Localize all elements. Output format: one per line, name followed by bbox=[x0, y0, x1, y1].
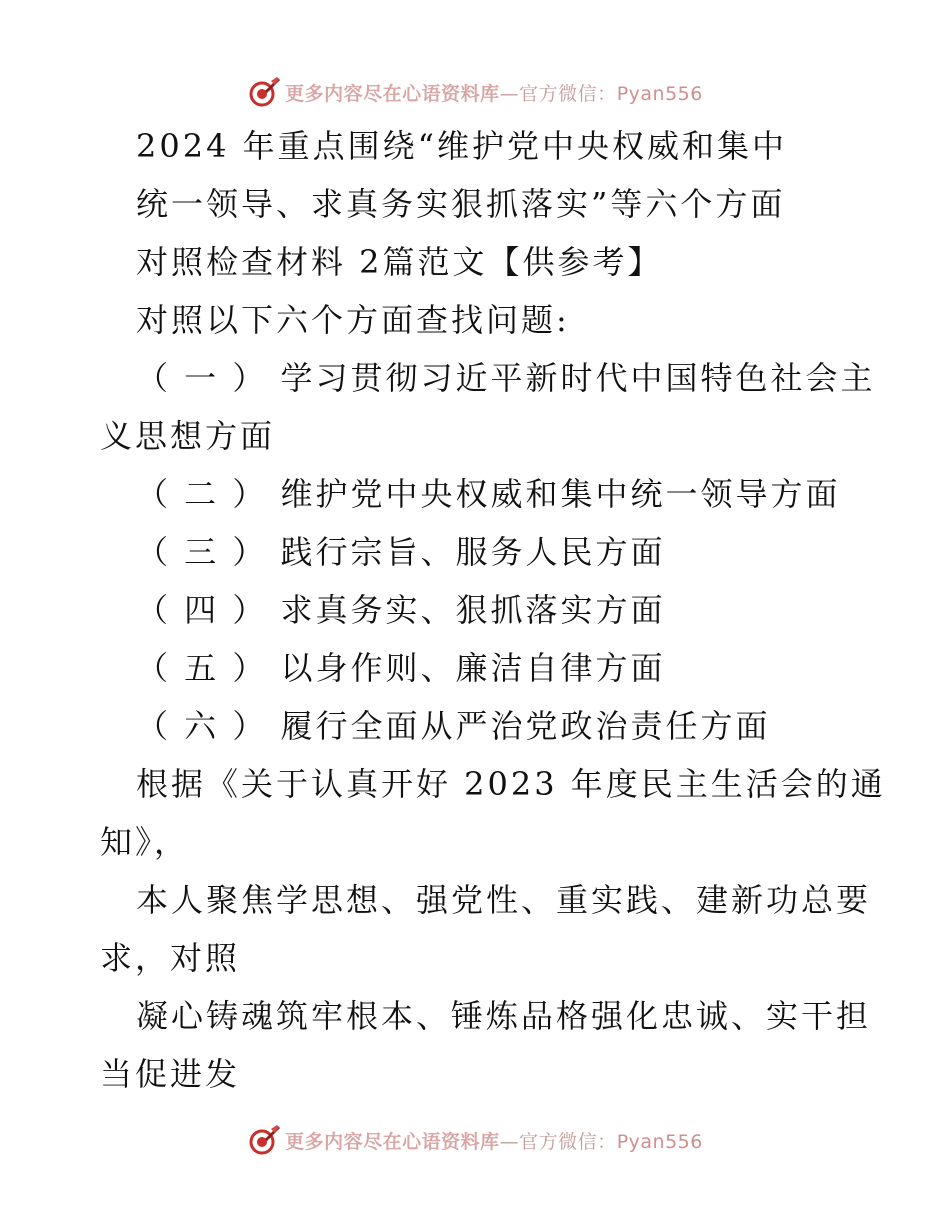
title-line-2: 统一领导、求真务实狠抓落实”等六个方面 bbox=[136, 185, 786, 223]
watermark-text: 更多内容尽在心语资料库—官方微信：Pyan556 bbox=[285, 82, 703, 105]
title-line-3: 对照检查材料 2篇范文【供参考】 bbox=[136, 243, 663, 281]
list-item-6: （ 六 ） 履行全面从严治党政治责任方面 bbox=[136, 707, 771, 745]
list-item-5: （ 五 ） 以身作则、廉洁自律方面 bbox=[136, 649, 666, 687]
footer-watermark bbox=[0, 1120, 950, 1160]
list-item-1: （ 一 ） 学习贯彻习近平新时代中国特色社会主 bbox=[136, 359, 876, 397]
list-item-1-continued: 义思想方面 bbox=[100, 417, 276, 455]
list-item-4: （ 四 ） 求真务实、狠抓落实方面 bbox=[136, 591, 666, 629]
list-item-3: （ 三 ） 践行宗旨、服务人民方面 bbox=[136, 533, 666, 571]
header-watermark bbox=[0, 72, 950, 112]
list-item-2: （ 二 ） 维护党中央权威和集中统一领导方面 bbox=[136, 475, 841, 513]
paragraph-2-continued: 求，对照 bbox=[100, 939, 241, 977]
paragraph-1: 根据《关于认真开好 2023 年度民主生活会的通 bbox=[136, 765, 886, 803]
title-line-1: 2024 年重点围绕“维护党中央权威和集中 bbox=[136, 127, 787, 165]
paragraph-1-continued: 知》， bbox=[100, 823, 190, 861]
watermark-text: 更多内容尽在心语资料库—官方微信：Pyan556 bbox=[285, 1130, 703, 1153]
paragraph-3: 凝心铸魂筑牢根本、锤炼品格强化忠诚、实干担 bbox=[136, 997, 872, 1035]
paragraph-2: 本人聚焦学思想、强党性、重实践、建新功总要 bbox=[136, 881, 872, 919]
quill-seal-icon bbox=[247, 1123, 281, 1157]
intro-line: 对照以下六个方面查找问题: bbox=[136, 301, 570, 339]
paragraph-3-continued: 当促进发 bbox=[100, 1055, 241, 1093]
quill-seal-icon bbox=[247, 75, 281, 109]
